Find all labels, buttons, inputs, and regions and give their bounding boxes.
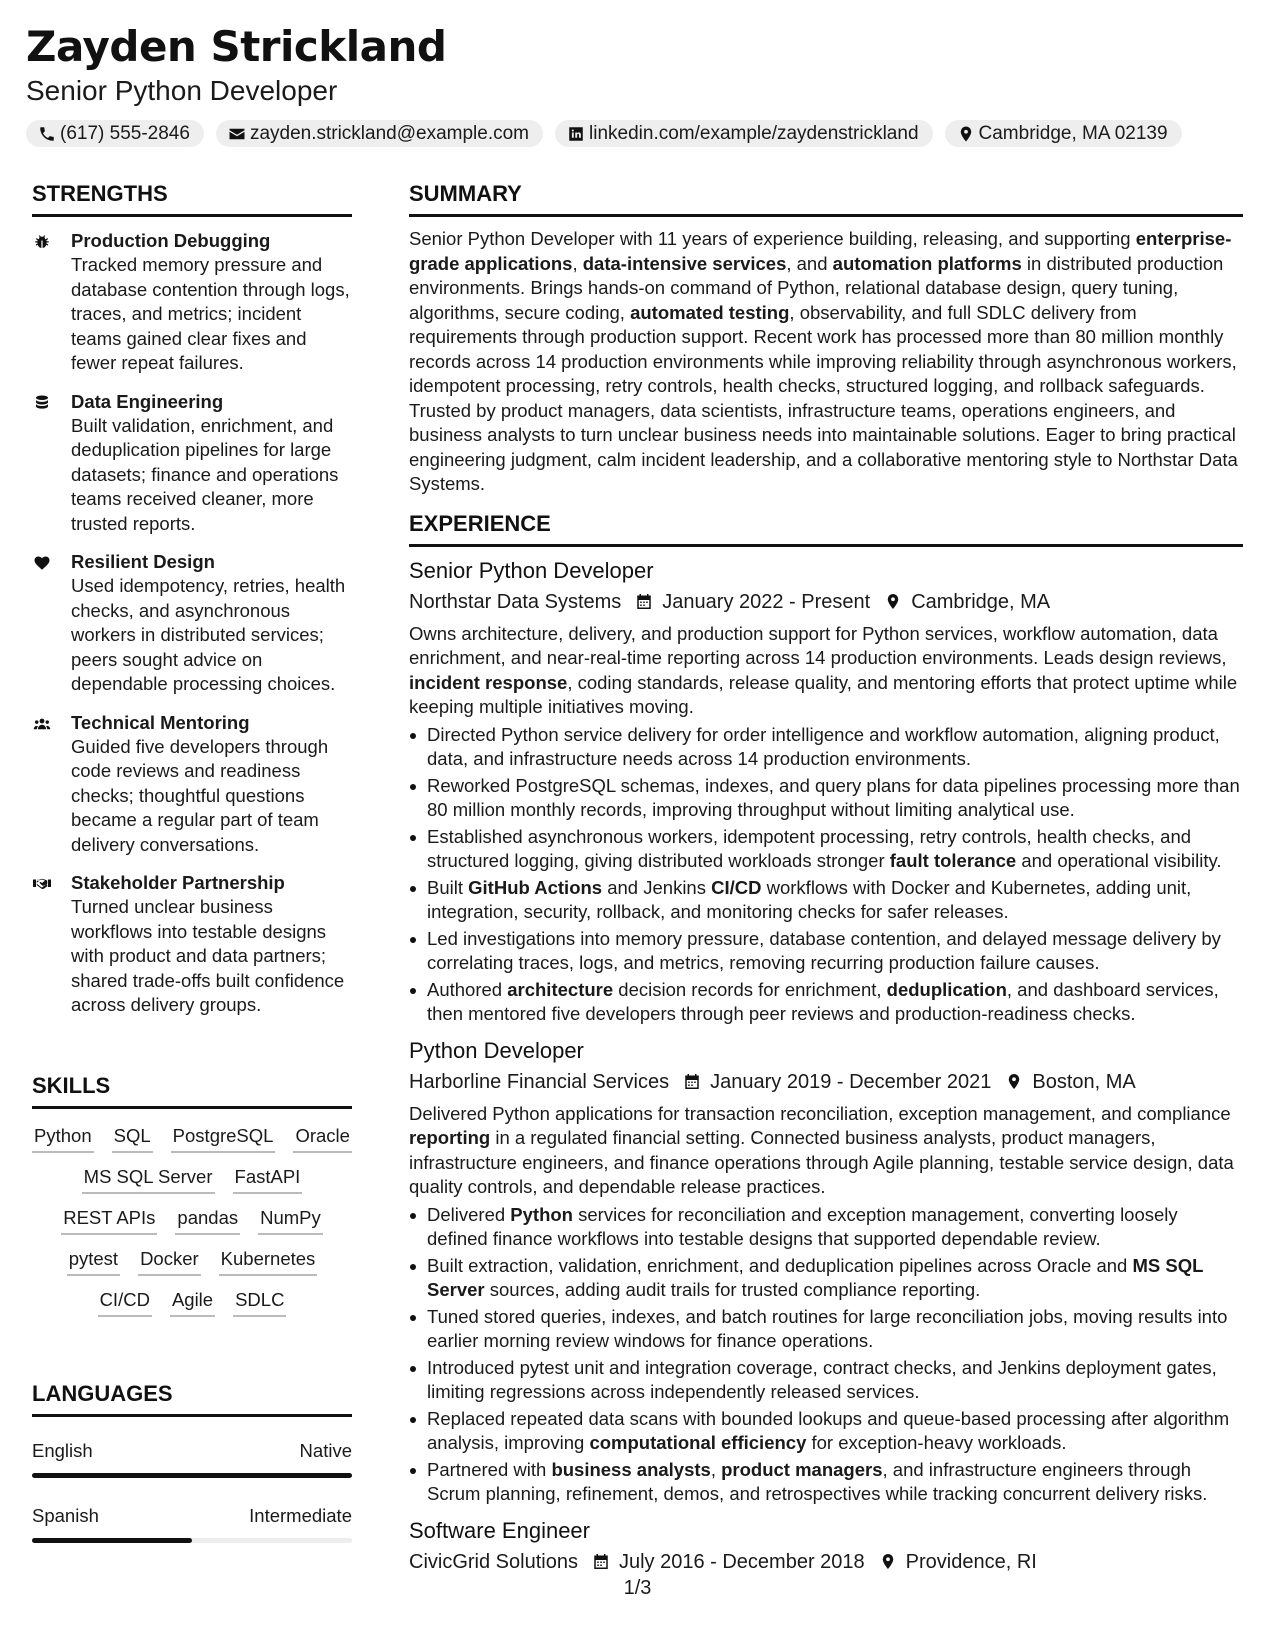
job-bullet: Introduced pytest unit and integration coverage, contract checks, and Jenkins deployment gates, limiting regressions across independently released services. <box>409 1356 1243 1405</box>
job-entry <box>409 557 1243 1027</box>
language-proficiency-fill <box>32 1538 192 1543</box>
job-company: Northstar Data Systems <box>409 590 622 613</box>
heart-icon <box>32 554 52 572</box>
job-bullet: Reworked PostgreSQL schemas, indexes, and query plans for data pipelines processing more than 80 million monthly records, improving throughput without limiting analytical use. <box>409 774 1243 823</box>
linkedin-icon <box>567 125 585 143</box>
skill-tag: REST APIs <box>61 1205 157 1235</box>
bold-phrase: Python <box>510 1203 573 1225</box>
bold-phrase: enterprise-grade applications <box>409 228 1232 274</box>
job-meta <box>409 588 1243 616</box>
bug-icon <box>32 233 52 251</box>
strength-item <box>32 711 352 858</box>
job-description: Owns architecture, delivery, and production support for Python services, workflow automation, data enrichment, and near-real-time reporting across 14 production environments. Leads design reviews, incident response, coding standards, release quality, and mentoring efforts that protect uptime while keeping multiple initiatives moving. <box>409 622 1238 717</box>
job-description: Delivered Python applications for transaction reconciliation, exception management, and compliance reporting in a regulated financial setting. Connected business analysts, product managers, infrastructure engineers, and finance operations through Agile planning, testable service design, data quality controls, and dependable release practices. <box>409 1102 1234 1197</box>
bold-phrase: data-intensive services <box>582 252 787 274</box>
envelope-icon <box>228 125 246 143</box>
language-level: Intermediate <box>249 1505 352 1526</box>
database-icon <box>32 394 52 412</box>
experience-heading: EXPERIENCE <box>409 510 1243 547</box>
job-bullet: Directed Python service delivery for order intelligence and workflow automation, aligning product, data, and infrastructure needs across 14 production environments. <box>409 723 1243 772</box>
contact-bar <box>26 120 1256 147</box>
job-title: Senior Python Developer <box>409 557 654 583</box>
strength-desc: Used idempotency, retries, health checks, and asynchronous workers in distributed services; peers sought advice on dependable processing choices. <box>71 575 346 694</box>
job-bullets <box>409 723 1243 1027</box>
bold-phrase: architecture <box>507 978 614 1000</box>
job-dates: January 2019 - December 2021 <box>710 1070 992 1093</box>
job-bullet: Tuned stored queries, indexes, and batch routines for large reconciliation jobs, moving results into earlier morning review windows for finance operations. <box>409 1305 1243 1354</box>
skills-heading: SKILLS <box>32 1072 352 1109</box>
job-location: Cambridge, MA <box>911 590 1051 613</box>
resume-header <box>26 22 1256 147</box>
strength-title: Technical Mentoring <box>71 711 250 733</box>
strength-title: Stakeholder Partnership <box>71 872 285 893</box>
job-entry <box>409 1517 1243 1576</box>
job-company: Harborline Financial Services <box>409 1070 670 1093</box>
strength-item <box>32 390 352 537</box>
language-proficiency-fill <box>32 1473 352 1478</box>
language-name: Spanish <box>32 1505 99 1526</box>
job-meta <box>409 1068 1243 1096</box>
experience-section <box>409 510 1243 1576</box>
job-bullet: Replaced repeated data scans with bounded lookups and queue-based processing after algorithm analysis, improving computational efficiency for exception-heavy workloads. <box>409 1407 1243 1456</box>
skill-tag: MS SQL Server <box>82 1164 215 1194</box>
job-bullet: Built extraction, validation, enrichment, and deduplication pipelines across Oracle and MS SQL Server sources, adding audit trails for trusted compliance reporting. <box>409 1254 1243 1303</box>
bold-phrase: product managers <box>721 1458 883 1480</box>
job-bullet: Led investigations into memory pressure, database contention, and delayed message delivery by correlating traces, logs, and metrics, removing recurring production failure causes. <box>409 927 1243 976</box>
contact-linkedin-text: linkedin.com/example/zaydenstrickland <box>589 122 919 144</box>
skill-tag: Kubernetes <box>219 1246 318 1276</box>
handshake-icon <box>32 875 52 893</box>
language-proficiency-bar <box>32 1538 352 1543</box>
languages-heading: LANGUAGES <box>32 1380 352 1417</box>
contact-phone[interactable] <box>26 120 204 147</box>
left-column <box>32 180 352 1526</box>
bold-phrase: incident response <box>409 671 568 693</box>
language-name: English <box>32 1440 93 1461</box>
summary-heading: SUMMARY <box>409 180 1243 217</box>
calendar-icon <box>683 1072 701 1091</box>
job-bullet: Established asynchronous workers, idempotent processing, retry controls, health checks, and structured logging, giving distributed workloads stronger fault tolerance and operational visibility. <box>409 825 1243 874</box>
skill-tag: FastAPI <box>233 1164 303 1194</box>
language-item <box>32 1439 352 1478</box>
location-pin-icon <box>884 592 902 611</box>
calendar-icon <box>592 1552 610 1571</box>
job-location: Providence, RI <box>905 1550 1037 1573</box>
strength-item <box>32 871 352 1018</box>
strength-item <box>32 550 352 697</box>
job-bullet: Delivered Python services for reconciliation and exception management, converting loosely defined finance workflows into testable designs that supported dependable review. <box>409 1203 1243 1252</box>
language-level: Native <box>299 1440 352 1461</box>
candidate-name: Zayden Strickland <box>26 22 447 71</box>
skill-tag: NumPy <box>258 1205 323 1235</box>
skill-tag: SDLC <box>233 1287 286 1317</box>
job-location: Boston, MA <box>1032 1070 1136 1093</box>
bold-phrase: deduplication <box>886 978 1007 1000</box>
bold-phrase: MS SQL Server <box>427 1254 1204 1300</box>
right-column <box>409 180 1243 1576</box>
job-dates: January 2022 - Present <box>662 590 871 613</box>
bold-phrase: automation platforms <box>832 252 1022 274</box>
bold-phrase: reporting <box>409 1127 491 1148</box>
skills-list <box>32 1123 352 1317</box>
language-item <box>32 1504 352 1543</box>
strength-desc: Turned unclear business workflows into testable designs with product and data partners; shared trade-offs built confidence across delivery groups. <box>71 896 345 1015</box>
contact-location-text: Cambridge, MA 02139 <box>978 122 1168 144</box>
summary-text: Senior Python Developer with 11 years of experience building, releasing, and supporting enterprise-grade applications, data-intensive services, and automation platforms in distributed production environments. Brings hands-on command of Python, relational database design, query tuning, algorithms, secure coding, automated testing, observability, and full SDLC delivery from requirements through production support. Recent work has processed more than 80 million monthly records across 14 production environments while improving reliability through asynchronous workers, idempotent processing, retry controls, health checks, structured logging, and rollback safeguards. Trusted by product managers, data scientists, infrastructure teams, operations engineers, and business analysts to turn unclear business needs into maintainable solutions. Eager to bring practical engineering judgment, calm incident leadership, and a collaborative mentoring style to Northstar Data Systems. <box>409 228 1238 494</box>
strength-desc: Built validation, enrichment, and deduplication pipelines for large datasets; finance and operations teams received cleaner, more trusted reports. <box>71 414 339 534</box>
skill-tag: pytest <box>67 1246 120 1276</box>
calendar-icon <box>635 592 653 611</box>
candidate-title: Senior Python Developer <box>26 75 338 106</box>
language-proficiency-bar <box>32 1473 352 1478</box>
strengths-heading: STRENGTHS <box>32 180 352 217</box>
job-entry <box>409 1037 1243 1507</box>
strength-title: Resilient Design <box>71 551 215 572</box>
job-dates: July 2016 - December 2018 <box>618 1550 865 1573</box>
job-bullet: Built GitHub Actions and Jenkins CI/CD workflows with Docker and Kubernetes, adding unit, integration, security, rollback, and monitoring checks for safer releases. <box>409 876 1243 925</box>
job-title: Python Developer <box>409 1037 584 1063</box>
bold-phrase: automated testing <box>630 301 790 323</box>
strength-desc: Guided five developers through code reviews and readiness checks; thoughtful questions became a regular part of team delivery conversations. <box>71 735 329 855</box>
page-number: 1/3 <box>623 1577 652 1599</box>
bold-phrase: business analysts <box>551 1458 711 1480</box>
skill-tag: pandas <box>175 1205 240 1235</box>
job-meta <box>409 1548 1243 1576</box>
strength-title: Data Engineering <box>71 390 224 412</box>
contact-location <box>945 120 1182 147</box>
strength-item <box>32 229 352 376</box>
skill-tag: Agile <box>170 1287 215 1317</box>
contact-linkedin[interactable] <box>555 120 933 147</box>
skill-tag: Docker <box>138 1246 201 1276</box>
users-icon <box>32 715 52 733</box>
location-pin-icon <box>957 125 975 143</box>
contact-email[interactable] <box>216 120 543 147</box>
strength-title: Production Debugging <box>71 230 271 251</box>
bold-phrase: GitHub Actions <box>468 876 603 898</box>
skills-section <box>32 1072 352 1317</box>
bold-phrase: computational efficiency <box>589 1432 807 1453</box>
job-bullet: Partnered with business analysts, product managers, and infrastructure engineers through Scrum planning, refinement, demos, and retrospectives while tracking concurrent delivery risks. <box>409 1458 1243 1507</box>
skill-tag: Python <box>32 1123 94 1153</box>
job-company: CivicGrid Solutions <box>409 1550 578 1573</box>
location-pin-icon <box>1005 1072 1023 1091</box>
skill-tag: CI/CD <box>98 1287 152 1317</box>
strength-desc: Tracked memory pressure and database contention through logs, traces, and metrics; incident teams gained clear fixes and fewer repeat failures. <box>71 254 350 373</box>
bold-phrase: CI/CD <box>711 876 762 898</box>
skill-tag: PostgreSQL <box>171 1123 276 1153</box>
languages-section <box>32 1380 352 1543</box>
contact-phone-text: (617) 555-2846 <box>60 122 190 144</box>
location-pin-icon <box>879 1552 897 1571</box>
job-bullets <box>409 1203 1243 1507</box>
job-bullet: Authored architecture decision records for enrichment, deduplication, and dashboard services, then mentored five developers through peer reviews and production-readiness checks. <box>409 978 1243 1027</box>
contact-email-text: zayden.strickland@example.com <box>249 122 530 144</box>
skill-tag: SQL <box>112 1123 153 1153</box>
bold-phrase: fault tolerance <box>889 850 1017 871</box>
strengths-list <box>32 229 352 1018</box>
jobs-list <box>409 557 1243 1576</box>
job-title: Software Engineer <box>409 1517 590 1543</box>
phone-icon <box>38 125 56 143</box>
skill-tag: Oracle <box>293 1123 352 1153</box>
